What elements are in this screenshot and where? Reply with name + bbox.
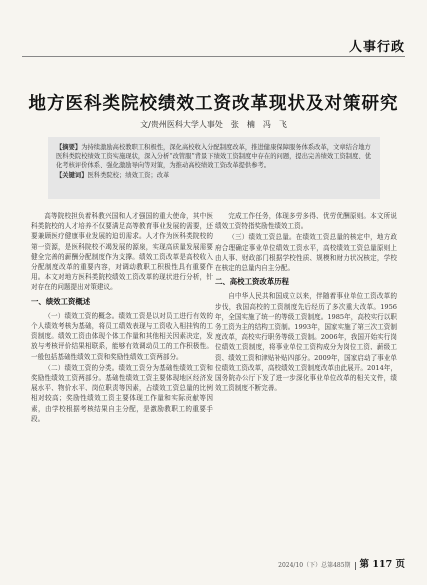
section-divider [22, 56, 405, 57]
keywords-text: 医科类院校；绩效工资；改革 [87, 171, 170, 179]
paragraph: （一）绩效工资的概念。绩效工资是以对员工进行有效的个人绩效考核为基础，将员工绩效表现与工资收入相挂钩的工资制度。绩效工资由体现个体工作量和其他相关因素决定，发放与考核评价结果相联系，能够有效调动员工的工作积极性。一般包括基础性绩效工资和奖励性绩效工资两部分。 [31, 311, 213, 361]
abstract-box [48, 137, 380, 199]
paragraph: 完成工作任务，体现多劳多得、优劳优酬原则。本文所说绩效工资特指奖励性绩效工资。 [215, 212, 397, 231]
issue-info: 2024/10（下）总第485期 [278, 562, 351, 569]
article-byline: 文/贵州医科大学人事处 张 楠 冯 飞 [140, 120, 287, 129]
abstract-label: 【摘要】 [56, 144, 82, 151]
left-column [31, 211, 213, 425]
paragraph: 高等院校担负着科教兴国和人才强国的重大使命，其中医科类院校的人才培养不仅要满足高等教育事业发展的需要，还要兼顾医疗健康事业发展的迫切需求。人才作为医科类院校的第一资源，是医科院校不竭发展的源泉，实现高质量发展需要健全完善的薪酬分配制度作为支撑。绩效工资改革是高校收入分配制度改革的重要内容，对调动教职工积极性具有重要作用。本文对地方医科类院校绩效工资改革的现状进行分析，针对存在的问题提出对策建议。 [31, 212, 213, 292]
keywords-label: 【关键词】 [56, 171, 88, 179]
paragraph: （二）绩效工资的分类。绩效工资分为基础性绩效工资和奖励性绩效工资两部分。基础性绩效工资主要体现地区经济发展水平、物价水平、岗位职责等因素，占绩效工资总量的比例相对较高；奖励性绩效工资主要体现工作量和实际贡献等因素，由学校根据考核结果自主分配，是激励教职工的重要手段。 [31, 363, 213, 423]
paragraph: 自中华人民共和国成立以来，伴随着事业单位工资改革的步伐，我国高校的工资制度先后经历了多次重大改革。1956年，全国实施了统一的等级工资制度。1985年，高校实行以职务工资为主的结构工资制。1993年，国家实施了第三次工资制度改革，高校实行职务等级工资制。2006年，我国开始实行岗位绩效工资制度，将事业单位工资构成分为岗位工资、薪级工资、绩效工资和津贴补贴四部分。2009年，国家启动了事业单位绩效工资改革，高校绩效工资制度改革由此展开。2014年，国务院办公厅下发了进一步深化事业单位改革的相关文件，绩效工资制度不断完善。 [215, 292, 397, 393]
section-heading: 一、绩效工资概述 [31, 296, 91, 306]
footer-divider [355, 562, 356, 570]
page-number: 第 117 页 [359, 559, 405, 570]
paragraph: （三）绩效工资总量。在绩效工资总量的核定中，地方政府合理确定事业单位绩效工资水平，高校绩效工资总量原则上由人事、财政部门根据学校性质、规模和财力状况核定，学校在核定的总量内自主分配。 [215, 233, 397, 273]
article-title: 地方医科类院校绩效工资改革现状及对策研究 [28, 94, 399, 114]
page-footer [278, 556, 405, 570]
section-heading: 二、高校工资改革历程 [215, 277, 289, 287]
right-column [215, 211, 397, 394]
abstract-text: 为持续激励高校教职工积极性，深化高校收入分配制度改革，推进健康保障服务体系改革，文章结合地方医科类院校绩效工资实施现状，深入分析“改管服”背景下绩效工资制度中存在的问题，提出完善绩效工资制度、优化考核评价体系、强化激励导向等对策，为推动高校绩效工资改革提供参考。 [56, 144, 371, 170]
section-tag: 人事行政 [348, 40, 405, 55]
